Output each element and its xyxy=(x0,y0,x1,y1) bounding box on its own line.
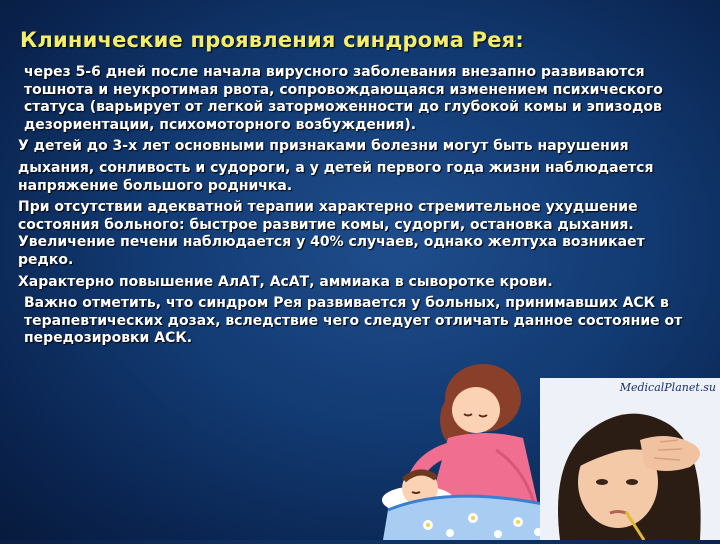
paragraph-onset: через 5-6 дней после начала вирусного заболевания внезапно развиваются тошнота и неукротимая рвота, сопровождающаяся изменением психического статуса (варьирует от легкой заторможенности до глубокой комы и эпизодов дезориентации, психомоторного возбуждения). xyxy=(24,64,663,133)
paragraph-infants: дыхания, сонливость и судороги, а у детей первого года жизни наблюдается напряжение большого родничка. xyxy=(18,159,654,194)
photo-watermark-logo: MedicalPlanet.su xyxy=(619,381,716,394)
paragraph-ask: Важно отметить, что синдром Рея развивается у больных, принимавших АСК в терапевтических дозах, вследствие чего следует отличать данное состояние от передозировки АСК. xyxy=(24,295,683,347)
paragraph-no-therapy: При отсутствии адекватной терапии характерно стремительное ухудшение состояния больного: быстрое развитие комы, судорги, остановка дыхания. Увеличение печени наблюдается у 40% случаев, однако желтуха возникает редко. xyxy=(18,199,645,268)
slide-body xyxy=(18,64,704,352)
slide-title: Клинические проявления синдрома Рея: xyxy=(20,28,524,52)
sick-child-photo xyxy=(540,378,720,540)
paragraph-lab-findings: Характерно повышение АлАТ, АсАТ, аммиака в сыворотке крови. xyxy=(18,273,553,290)
paragraph-under-3: У детей до 3-х лет основными признаками болезни могут быть нарушения xyxy=(18,138,629,155)
